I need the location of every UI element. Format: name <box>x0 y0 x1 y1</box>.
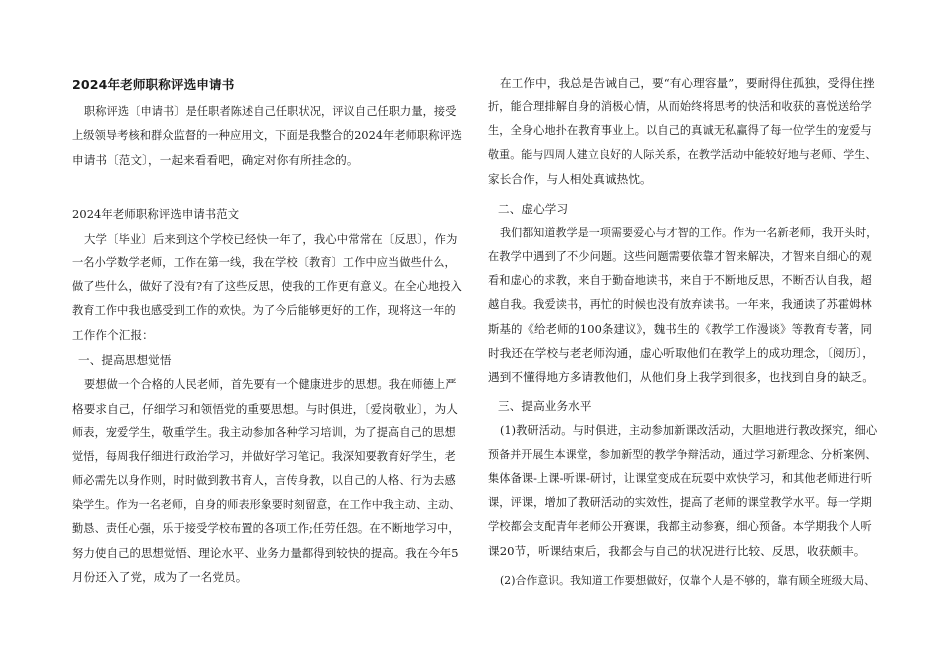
paragraph-line: 要想做一个合格的人民老师，首先要有一个健康进步的思想。我在师德上严 <box>84 378 457 391</box>
paragraph-line: 斯基的《给老师的100条建议》，魏书生的《教学工作漫谈》等教育专著，同 <box>488 322 873 336</box>
section-subtitle: 2024年老师职称评选申请书范文 <box>72 207 240 221</box>
paragraph-line: 课20节，听课结束后，我都会与自己的状况进行比较、反思，收获颇丰。 <box>488 544 866 558</box>
intro-line: 职称评选〔申请书〕是任职者陈述自己任职状况，评议自己任职力量，接受 <box>84 105 457 118</box>
document-title: 2024年老师职称评选申请书 <box>72 77 235 92</box>
section-heading: 二、虚心学习 <box>498 202 569 216</box>
paragraph-line: 染学生。作为一名老师，自身的师表形象要时刻留意，在工作中我主动、主动、 <box>72 498 461 511</box>
paragraph-line: 家长合作，与人相处真诚热忱。 <box>488 172 652 186</box>
paragraph-line: 格要求自己，仔细学习和领悟党的重要思想。与时俱进，〔爱岗敬业〕，为人 <box>72 402 458 416</box>
paragraph-line: 学校都会支配青年老师公开赛课，我都主动参赛，细心预备。本学期我个人听 <box>488 520 872 533</box>
paragraph-line: 在教学中遇到了不少问题。这些问题需要依靠才智来解决，才智来自细心的观 <box>488 250 872 263</box>
paragraph-line: 师必需先以身作则，时时做到教书育人，言传身教，以自己的人格、行为去感 <box>72 474 456 487</box>
intro-line: 上级领导考核和群众监督的一种应用文，下面是我整合的2024年老师职称评选 <box>72 129 463 142</box>
paragraph-line: 折，能合理排解自身的消极心情，从而始终将思考的快活和收获的喜悦送给学 <box>488 100 872 113</box>
paragraph-line: 做了些什么，做好了没有?有了这些反思，使我的工作更有意义。在全心地投入 <box>72 280 462 293</box>
paragraph-line: 集体备课-上课-听课-研讨，让课堂变成在玩耍中欢快学习，和其他老师进行听 <box>488 472 873 485</box>
section-heading: 一、提高思想觉悟 <box>78 353 172 367</box>
paragraph-line: 敬重。能与四周人建立良好的人际关系，在教学活动中能较好地与老师、学生、 <box>488 148 877 161</box>
paragraph-line: 时我还在学校与老老师沟通，虚心听取他们在教学上的成功理念，〔阅历〕， <box>488 346 874 360</box>
section-heading: 三、提高业务水平 <box>498 399 592 413</box>
paragraph-line: 觉悟，每周我仔细进行政治学习，并做好学习笔记。我深知要教育好学生，老 <box>72 450 456 463</box>
paragraph-line: 一名小学数学老师，工作在第一线，我在学校〔教育〕工作中应当做些什么， <box>72 256 456 269</box>
paragraph-line: 勤恳、责任心强，乐于接受学校布置的各项工作;任劳任怨。在不断地学习中， <box>72 522 460 535</box>
paragraph-line: 在工作中，我总是告诫自己，要“有心理容量”，要耐得住孤独，受得住挫 <box>500 76 875 90</box>
paragraph-line: (2)合作意识。我知道工作要想做好，仅靠个人是不够的，靠有顾全班级大局、 <box>500 574 876 587</box>
paragraph-line: 遇到不懂得地方多请教他们，从他们身上我学到很多，也找到自身的缺乏。 <box>488 370 874 384</box>
paragraph-line: 努力使自己的思想觉悟、理论水平、业务力量都得到较快的提高。我在今年5 <box>72 546 459 560</box>
paragraph-line: 大学〔毕业〕后来到这个学校已经快一年了，我心中常常在〔反思〕，作为 <box>84 232 458 246</box>
paragraph-line: 月份还入了党，成为了一名党员。 <box>72 570 248 584</box>
paragraph-line: 预备并开展生本课堂，参加新型的教学争辩活动，通过学习新理念、分析案例、 <box>488 448 877 461</box>
paragraph-line: 工作作个汇报： <box>72 328 154 342</box>
paragraph-line: 越自我。我爱读书，再忙的时候也没有放弃读书。一年来，我通读了苏霍姆林 <box>488 298 872 311</box>
paragraph-line: 我们都知道教学是一项需要爱心与才智的工作。作为一名新老师，我开头时， <box>500 226 878 239</box>
paragraph-line: 教育工作中我也感受到工作的欢快。为了今后能够更好的工作，现将这一年的 <box>72 304 456 317</box>
paragraph-line: 看和虚心的求教，来自于勤奋地读书，来自于不断地反思，不断否认自我，超 <box>488 274 872 287</box>
intro-line: 申请书〔范文〕，一起来看看吧，确定对你有所挂念的。 <box>72 153 359 167</box>
paragraph-line: (1)教研活动。与时俱进，主动参加新课改活动，大胆地进行教改探究，细心 <box>500 424 878 437</box>
paragraph-line: 课，评课，增加了教研活动的实效性，提高了老师的课堂教学水平。每一学期 <box>488 496 872 509</box>
paragraph-line: 师表，宠爱学生，敬重学生。我主动参加各种学习培训，为了提高自己的思想 <box>72 426 456 439</box>
paragraph-line: 生，全身心地扑在教育事业上。以自己的真诚无私赢得了每一位学生的宠爱与 <box>488 124 872 137</box>
